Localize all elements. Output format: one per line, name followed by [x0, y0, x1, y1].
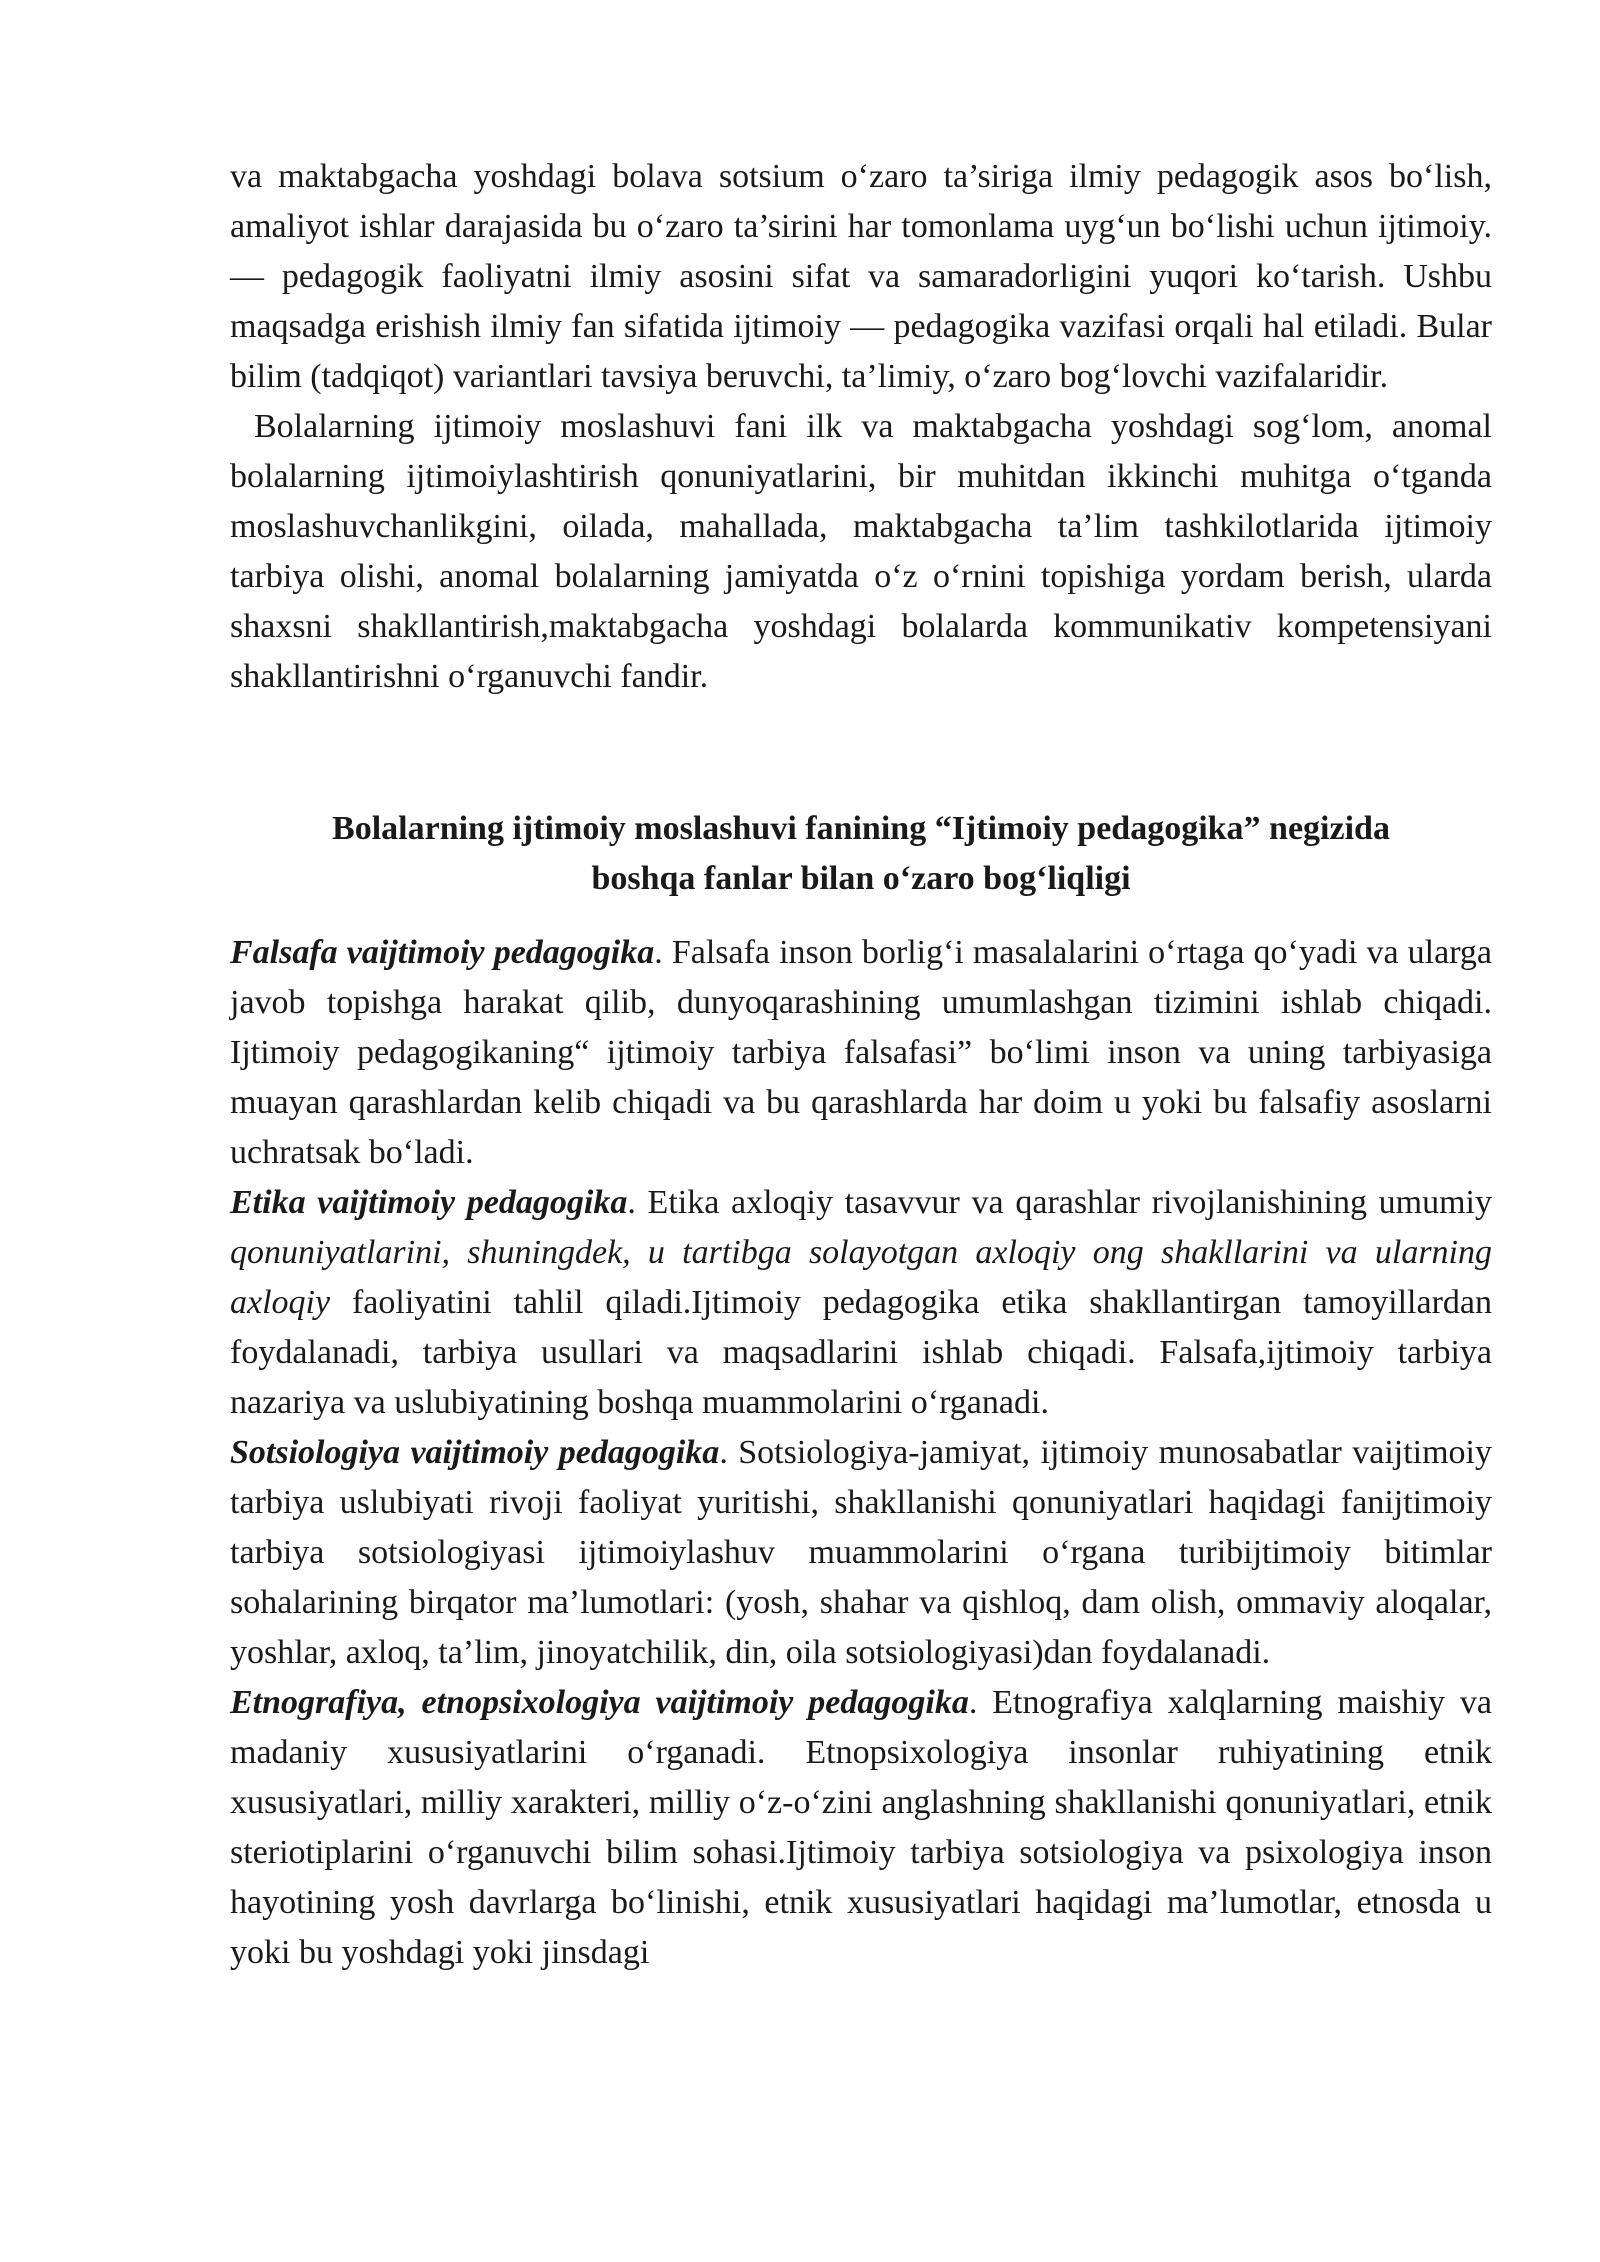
intro-paragraph-1: va maktabgacha yoshdagi bolava sotsium o‘zaro ta’siriga ilmiy pedagogik asos bo‘lish, amaliyot ishlar darajasida bu o‘zaro ta’sirini har tomonlama uyg‘un bo‘lishi uchun ijtimoiy.— pedagogik faoliyatni ilmiy asosini sifat va samaradorligini yuqori ko‘tarish. Ushbu maqsadga erishish ilmiy fan sifatida ijtimoiy — pedagogika vazifasi orqali hal etiladi. Bular bilim (tadqiqot) variantlari tavsiya beruvchi, ta’limiy, o‘zaro bog‘lovchi vazifalaridir. [230, 158, 1492, 395]
text-etika-b: faoliyatini tahlil qiladi.Ijtimoiy pedagogika etika shakllantirgan tamoyillardan foydalanadi, tarbiya usullari va maqsadlarini ishlab chiqadi. Falsafa,ijtimoiy tarbiya nazariya va uslubiyatining boshqa muammolarini o‘rganadi. [230, 1284, 1492, 1421]
intro-section [230, 152, 1492, 702]
paragraph-sotsiologiya [230, 1428, 1492, 1678]
term-etika: Etika vaijtimoiy pedagogika [230, 1184, 628, 1221]
term-falsafa: Falsafa vaijtimoiy pedagogika [230, 934, 655, 971]
section-heading-line-2: boshqa fanlar bilan o‘zaro bog‘liqligi [591, 860, 1131, 897]
paragraph-etnografiya [230, 1678, 1492, 1978]
section-heading-line-1: Bolalarning ijtimoiy moslashuvi fanining “Ijtimoiy pedagogika” negizida [332, 810, 1390, 847]
text-sotsiologiya: . Sotsiologiya-jamiyat, ijtimoiy munosabatlar vaijtimoiy tarbiya uslubiyati rivoji faoliyat yuritishi, shakllanishi qonuniyatlari haqidagi fanijtimoiy tarbiya sotsiologiyasi ijtimoiylashuv muammolarini o‘rgana turibijtimoiy bitimlar sohalarining birqator ma’lumotlari: (yosh, shahar va qishloq, dam olish, ommaviy aloqalar, yoshlar, axloq, ta’lim, jinoyatchilik, din, oila sotsiologiyasi)dan foydalanadi. [230, 1434, 1493, 1671]
term-etnografiya: Etnografiya, etnopsixologiya vaijtimoiy pedagogika [230, 1684, 969, 1721]
text-etika-a: . Etika axloqiy tasavvur va qarashlar rivojlanishining umumiy [627, 1184, 1492, 1221]
section-heading [230, 804, 1492, 904]
paragraph-falsafa [230, 928, 1492, 1178]
text-etnografiya: . Etnografiya xalqlarning maishiy va madaniy xususiyatlarini o‘rganadi. Etnopsixologiya insonlar ruhiyatining etnik xususiyatlari, milliy xarakteri, milliy o‘z-o‘zini anglashning shakllanishi qonuniyatlari, etnik steriotiplarini o‘rganuvchi bilim sohasi.Ijtimoiy tarbiya sotsiologiya va psixologiya inson hayotining yosh davrlarga bo‘linishi, etnik xususiyatlari haqidagi ma’lumotlar, etnosda u yoki bu yoshdagi yoki jinsdagi [230, 1684, 1492, 1971]
related-sciences-section [230, 928, 1492, 1978]
text-falsafa: . Falsafa inson borlig‘i masalalarini o‘rtaga qo‘yadi va ularga javob topishga harakat qilib, dunyoqarashining umumlashgan tizimini ishlab chiqadi. Ijtimoiy pedagogikaning“ ijtimoiy tarbiya falsafasi” bo‘limi inson va uning tarbiyasiga muayan qarashlardan kelib chiqadi va bu qarashlarda har doim u yoki bu falsafiy asoslarni uchratsak bo‘ladi. [230, 934, 1492, 1171]
intro-paragraph-2: Bolalarning ijtimoiy moslashuvi fani ilk va maktabgacha yoshdagi sog‘lom, anomal bolalarning ijtimoiylashtirish qonuniyatlarini, bir muhitdan ikkinchi muhitga o‘tganda moslashuvchanlikgini, oilada, mahallada, maktabgacha ta’lim tashkilotlarida ijtimoiy tarbiya olishi, anomal bolalarning jamiyatda o‘z o‘rnini topishiga yordam berish, ularda shaxsni shakllantirish,maktabgacha yoshdagi bolalarda kommunikativ kompetensiyani shakllantirishni o‘rganuvchi fandir. [230, 408, 1492, 695]
paragraph-etika [230, 1178, 1492, 1428]
term-sotsiologiya: Sotsiologiya vaijtimoiy pedagogika [230, 1434, 720, 1471]
text-etika-italic: qonuniyatlarini, shuningdek, u tartibga solayotgan axloqiy ong shakllarini va ularning axloqiy [230, 1234, 1492, 1321]
